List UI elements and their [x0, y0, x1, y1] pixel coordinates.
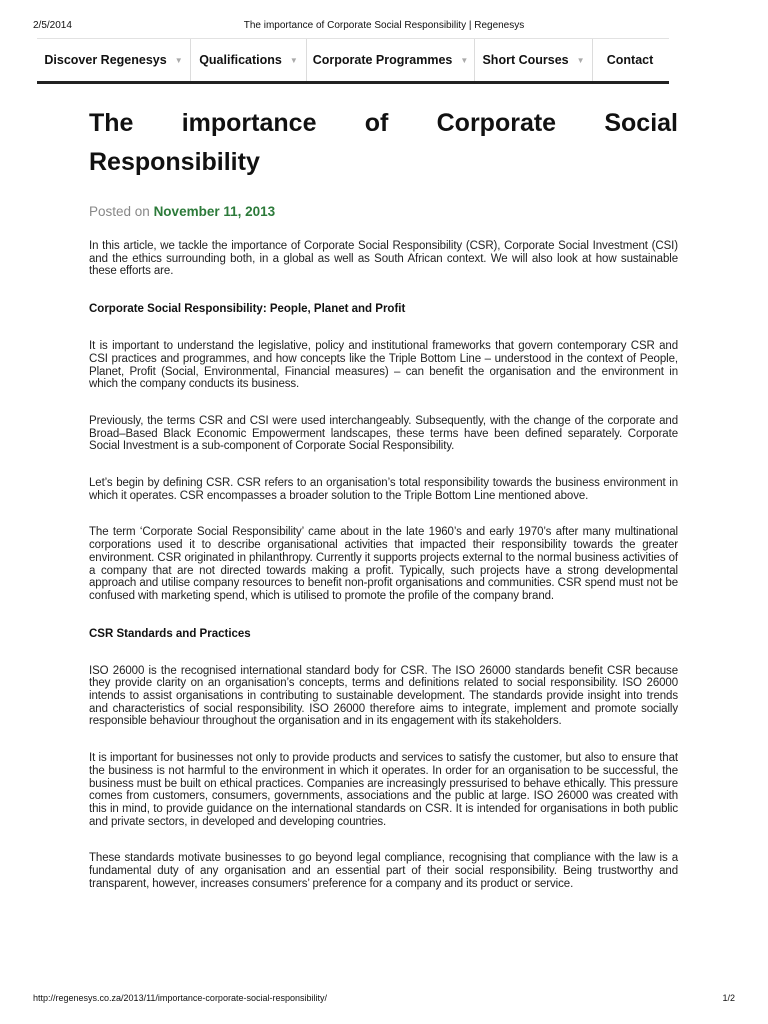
paragraph: Let’s begin by defining CSR. CSR refers to an organisation’s total responsibility towards the business environment in which it operates. CSR encompasses a broader solution to the Triple Bottom Line mentioned above.	[89, 477, 678, 502]
posted-prefix: Posted on	[89, 204, 150, 219]
paragraph: These standards motivate businesses to go beyond legal compliance, recognising that compliance with the law is a fundamental duty of any organisation and an essential part of their social responsibility. Being trustworthy and transparent, however, increases consumers’ preference for a company and its product or service.	[89, 852, 678, 890]
article-body	[89, 240, 678, 891]
paragraph: ISO 26000 is the recognised international standard body for CSR. The ISO 26000 standards benefit CSR because they provide clarity on an organisation’s concepts, terms and definitions related to social responsibility. ISO 26000 intends to assist organisations in contributing to sustainable development. The standards provide insight into trends and characteristics of social responsibility. ISO 26000 therefore aims to integrate, implement and promote socially responsible behaviour throughout the organisation and in its engagement with its stakeholders.	[89, 664, 678, 728]
nav-label: Discover Regenesys	[44, 53, 167, 67]
paragraph-intro: In this article, we tackle the importance of Corporate Social Responsibility (CSR), Corporate Social Investment (CSI) and the ethics surrounding both, in a global as well as South African context. We will also look at how sustainable these efforts are.	[89, 240, 678, 278]
article	[89, 104, 678, 915]
nav-corporate-programmes[interactable]	[307, 39, 475, 81]
chevron-down-icon: ▼	[576, 55, 585, 65]
section-heading-csr-standards: CSR Standards and Practices	[89, 627, 251, 640]
posted-date-link[interactable]: November 11, 2013	[153, 204, 276, 219]
nav-label: Corporate Programmes	[312, 53, 453, 67]
section-heading-people-planet-profit: Corporate Social Responsibility: People, Planet and Profit	[89, 303, 406, 316]
paragraph: The term ‘Corporate Social Responsibility’ came about in the late 1960’s and early 1970’s after many multinational corporations used it to describe organisational activities that impacted their responsibility towards the greater environment. CSR originated in philanthropy. Currently it supports projects external to the normal business activities of a company that are not directed towards making a profit. Typically, such projects have a strong developmental approach and utilise company resources to benefit non-profit organisations and communities. CSR spend must not be confused with marketing spend, which is utilised to promote the profile of the company brand.	[89, 526, 678, 602]
chevron-down-icon: ▼	[460, 55, 469, 65]
post-meta	[89, 204, 678, 222]
nav-label: Contact	[606, 53, 654, 67]
print-url: http://regenesys.co.za/2013/11/importance-corporate-social-responsibility/	[33, 993, 327, 1003]
nav-short-courses[interactable]	[475, 39, 593, 81]
paragraph: It is important to understand the legislative, policy and institutional frameworks that govern contemporary CSR and CSI practices and programmes, and how concepts like the Triple Bottom Line – understood in the context of People, Planet, Profit (Social, Environmental, Financial measures) – can benefit the organisation and the environment in which the company conducts its business.	[89, 340, 678, 391]
print-page-number: 1/2	[722, 993, 735, 1003]
print-date: 2/5/2014	[33, 20, 72, 31]
paragraph: It is important for businesses not only to provide products and services to satisfy the customer, but also to ensure that the business is not harmful to the environment in which it operates. In order for an organisation to be successful, the business must be built on ethical practices. Companies are increasingly pressurised to behave ethically. This pressure comes from customers, consumers, governments, associations and the public at large. ISO 26000 was created with this in mind, to provide guidance on the international standards on CSR. It is intended for organisations in both public and private sectors, in developed and developing countries.	[89, 752, 678, 828]
nav-discover-regenesys[interactable]	[37, 39, 191, 81]
print-header	[0, 0, 768, 38]
paragraph: Previously, the terms CSR and CSI were used interchangeably. Subsequently, with the change of the corporate and Broad–Based Black Economic Empowerment landscapes, these terms have been defined separately. Corporate Social Investment is a sub-component of Corporate Social Responsibility.	[89, 414, 678, 453]
article-title: The importance of Corporate Social Responsibility	[89, 109, 678, 176]
chevron-down-icon: ▼	[174, 55, 183, 65]
main-navigation	[37, 38, 669, 84]
nav-qualifications[interactable]	[191, 39, 307, 81]
chevron-down-icon: ▼	[289, 55, 298, 65]
nav-label: Qualifications	[199, 53, 282, 67]
print-page-title: The importance of Corporate Social Responsibility | Regenesys	[243, 20, 525, 31]
nav-contact[interactable]	[593, 39, 667, 81]
nav-label: Short Courses	[482, 53, 569, 67]
